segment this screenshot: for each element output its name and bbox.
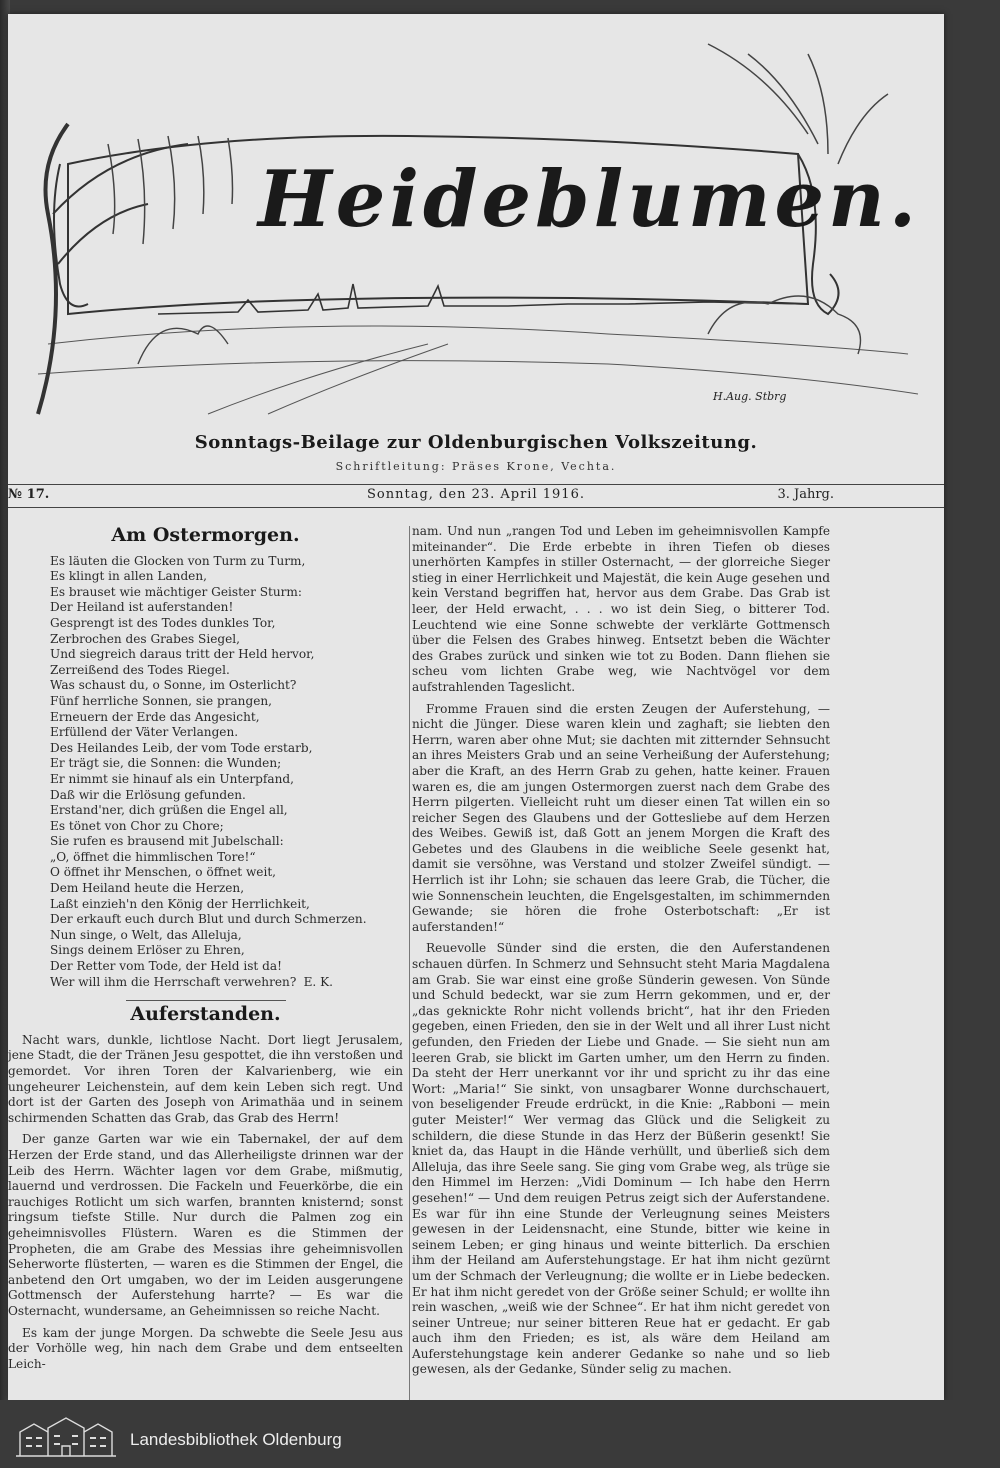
editor-line: Schriftleitung: Präses Krone, Vechta. <box>335 460 617 473</box>
poem-line: Erfüllend der Väter Verlangen. <box>50 725 239 740</box>
article-paragraph: Es kam der junge Morgen. Da schwebte die Seele Jesu aus der Vorhölle weg, hin nach dem Grabe und dem entseelten Leich- <box>8 1325 403 1371</box>
left-column <box>8 524 403 1378</box>
section-divider <box>126 1000 286 1001</box>
library-building-icon <box>14 1414 118 1458</box>
article-paragraph: Nacht wars, dunkle, lichtlose Nacht. Dort liegt Jerusalem, jene Stadt, die der Tränen Jesu gespottet, die ihn verstoßen und gemordet. Vor ihren Toren der Kalvarienberg, wie ein ungeheurer Leichenstein, auf dem kein Leben sich regt. Und dort ist der Garten des Joseph von Arimathäa und in seinem schirmenden Schatten das Grab, das Grab des Herrn! <box>8 1032 403 1125</box>
article-paragraph: Reuevolle Sünder sind die ersten, die den Auferstandenen schauen dürfen. In Schmerz und Sehnsucht steht Maria Magdalena am Grab. Sie war einst eine große Sünderin gewesen. Von Sünde und Schuld bedeckt, war sie zum Herrn gekommen, und er, der „das geknickte Rohr nicht vollends bricht“, hat ihr den Frieden gegeben, einen Frieden, den sie in der Welt und all ihrer Lust nicht gefunden, den Frieden der Liebe und Gnade. — Sie sieht nun am leeren Grab, sie blickt im Garten umher, um den Herrn zu finden. Da steht der Herr unerkannt vor ihr und spricht zu ihr das eine Wort: „Maria!“ Sie sinkt, von unsagbarer Wonne durchschauert, von beseligender Freude erdrückt, in die Knie: „Rabboni — mein guter Meister!“ Wer vermag das Glück und die Seligkeit zu schildern, die diese Stunde in das Herz der Büßerin gesenkt! Sie kniet da, das Haupt in die Hände verhüllt, und überließ sich dem Alleluja, das ihre Seele sang. Sie ging vom Grabe weg, als trüge sie den Himmel im Herzen: „Vidi Dominum — Ich habe den Herrn gesehen!“ — Und dem reuigen Petrus zeigt sich der Auferstandene. Es war für ihn eine Stunde der Verleugnung seines Meisters gewesen in der Leidensnacht, eine Stunde, bitter wie keine in seinem Leben; er ging hinaus und weinte bitterlich. Da erschien ihm der Heiland am Auferstehungstage. Er hat ihm nicht gezürnt um der Schmach der Verleugnung; die wollte er in Liebe bedecken. Er hat ihm nicht geredet von der Größe seiner Schuld; er wollte ihn rein waschen, „weiß wie der Schnee“. Er hat ihm nicht geredet von seiner Untreue; nur seiner bitteren Reue hat er gedacht. Er gab auch ihm den Frieden; es ist, als wäre dem Heiland am Auferstehungstage kein anderer Gedanke so nahe und so lieb gewesen, als der Gedanke, Sünder selig zu machen. <box>412 941 830 1377</box>
poem-line: Gesprengt ist des Todes dunkles Tor, <box>50 615 276 630</box>
poem-body <box>8 554 403 991</box>
poem-line: Es brauset wie mächtiger Geister Sturm: <box>50 584 302 599</box>
poem-signature: E. K. <box>303 974 333 989</box>
poem-line: Es tönet von Chor zu Chore; <box>50 818 224 833</box>
poem-line: Fünf herrliche Sonnen, sie prangen, <box>50 693 273 708</box>
newspaper-page <box>8 14 944 1400</box>
article-paragraph: Fromme Frauen sind die ersten Zeugen der Auferstehung, — nicht die Jünger. Diese waren klein und zaghaft; sie liebten den Herrn, waren aber ohne Mut; sie dachten mit zitternder Sehnsucht an ihres Meisters Grab und an seine Verheißung der Auferstehung; aber die Kraft, an des Herrn Grab zu gehen, hatte keiner. Frauen waren es, die am jungen Ostermorgen zuerst nach dem Grabe des Herrn pilgerten. Vielleicht ruht um dieser einen Tat willen ein so reicher Segen des Glaubens und der Gottesliebe auf dem Herzen des Weibes. Gewiß ist, daß Gott an jenem Morgen die Kraft des Gebetes und des Glaubens in die weibliche Seele gesenkt hat, damit sie versöhne, was Verstand und stolzer Zweifel sündigt. — Herrlich ist ihr Lohn; sie schauen das leere Grab, die Tücher, die wie Sonnenschein leuchten, die Engelsgestalten, im schimmernden Gewande; sie hören die frohe Osterbotschaft: „Er ist auferstanden!“ <box>412 701 830 934</box>
poem-line: Wer will ihm die Herrschaft verwehren? <box>50 974 297 989</box>
poem-line: Zerbrochen des Grabes Siegel, <box>50 631 240 646</box>
supplement-subtitle: Sonntags-Beilage zur Oldenburgischen Volkszeitung. <box>194 432 758 453</box>
poem-line: Und siegreich daraus tritt der Held hervor, <box>50 647 315 662</box>
poem-line: O öffnet ihr Menschen, o öffnet weit, <box>50 865 277 880</box>
viewer-footer <box>0 1400 1000 1468</box>
poem-line: Sings deinem Erlöser zu Ehren, <box>50 943 245 958</box>
issue-date: Sonntag, den 23. April 1916. <box>367 487 585 502</box>
poem-line: Es klingt in allen Landen, <box>50 569 207 584</box>
masthead-title: Heideblumen. <box>258 154 921 245</box>
poem-line: Sie rufen es brausend mit Jubelschall: <box>50 834 284 849</box>
poem-line: Was schaust du, o Sonne, im Osterlicht? <box>50 678 297 693</box>
poem-line: Des Heilandes Leib, der vom Tode erstarb, <box>50 740 313 755</box>
poem-line: Erstand'ner, dich grüßen die Engel all, <box>50 803 288 818</box>
issue-number: № 17. <box>8 487 50 502</box>
poem-line: Dem Heiland heute die Herzen, <box>50 881 245 896</box>
issue-year: 3. Jahrg. <box>777 487 834 502</box>
poem-line: Daß wir die Erlösung gefunden. <box>50 787 246 802</box>
column-rule <box>409 526 410 1400</box>
artist-signature: H.Aug. Stbrg <box>713 390 787 403</box>
poem-line: Er nimmt sie hinauf als ein Unterpfand, <box>50 771 294 786</box>
poem-line: Er trägt sie, die Sonnen: die Wunden; <box>50 756 282 771</box>
poem-line: Zerreißend des Todes Riegel. <box>50 662 230 677</box>
poem-line: Laßt einzieh'n den König der Herrlichkeit, <box>50 896 310 911</box>
poem-line: Es läuten die Glocken von Turm zu Turm, <box>50 553 306 568</box>
issue-info-bar <box>8 484 944 508</box>
article-title: Auferstanden. <box>130 1003 281 1026</box>
library-name: Landesbibliothek Oldenburg <box>130 1430 342 1449</box>
right-column <box>412 524 830 1384</box>
masthead <box>8 14 944 418</box>
poem-line: „O, öffnet die himmlischen Tore!“ <box>50 849 256 864</box>
article-paragraph: Der ganze Garten war wie ein Tabernakel, der auf dem Herzen der Erde stand, und das Allerheiligste drinnen war der Leib des Herrn. Wächter lagen vor dem Grabe, mißmutig, lauernd und verdrossen. Die Fackeln und Feuerkörbe, die ein rauchiges Rotlicht um sich warfen, brannten knisternd; sonst ringsum tiefste Stille. Nur durch die Palmen zog ein geheimnisvolles Flüstern. Waren es die Stimmen der Propheten, die am Grabe des Messias ihre geheimnisvollen Seherworte flüsterten, — waren es die Stimmen der Engel, die anbetend den Ort umgaben, wo der im Leiden ausgerungene Gottmensch der Auferstehung harrte? — Es war die Osternacht, wundersame, an Geheimnissen so reiche Nacht. <box>8 1132 403 1318</box>
poem-line: Der erkauft euch durch Blut und durch Schmerzen. <box>50 912 367 927</box>
poem-line: Der Heiland ist auferstanden! <box>50 600 234 615</box>
article-paragraph: nam. Und nun „rangen Tod und Leben im geheimnisvollen Kampfe miteinander“. Die Erde erbebte in ihren Tiefen ob dieses unerhörten Kampfes in stiller Osternacht, — der glorreiche Sieger stieg in einer Herrlichkeit und Majestät, die kein Auge gesehen und kein Verstand begriffen hat, hervor aus dem Grabe. Das Grab ist leer, der Held erwacht, . . . wo ist dein Sieg, o bitterer Tod. Leuchtend wie eine Sonne schwebte der verklärte Gottmensch über die Felsen des Grabes hinweg. Entsetzt beben die Wächter des Grabes zurück und sinken wie tot zu Boden. Dann fliehen sie scheu vom lichten Grabe weg, wie Nachtvögel vor dem aufstrahlenden Tageslicht. <box>412 524 830 694</box>
poem-last-line <box>50 975 403 991</box>
poem-title: Am Ostermorgen. <box>111 524 300 546</box>
poem-line: Erneuern der Erde das Angesicht, <box>50 709 260 724</box>
poem-line: Nun singe, o Welt, das Alleluja, <box>50 927 242 942</box>
poem-line: Der Retter vom Tode, der Held ist da! <box>50 959 282 974</box>
